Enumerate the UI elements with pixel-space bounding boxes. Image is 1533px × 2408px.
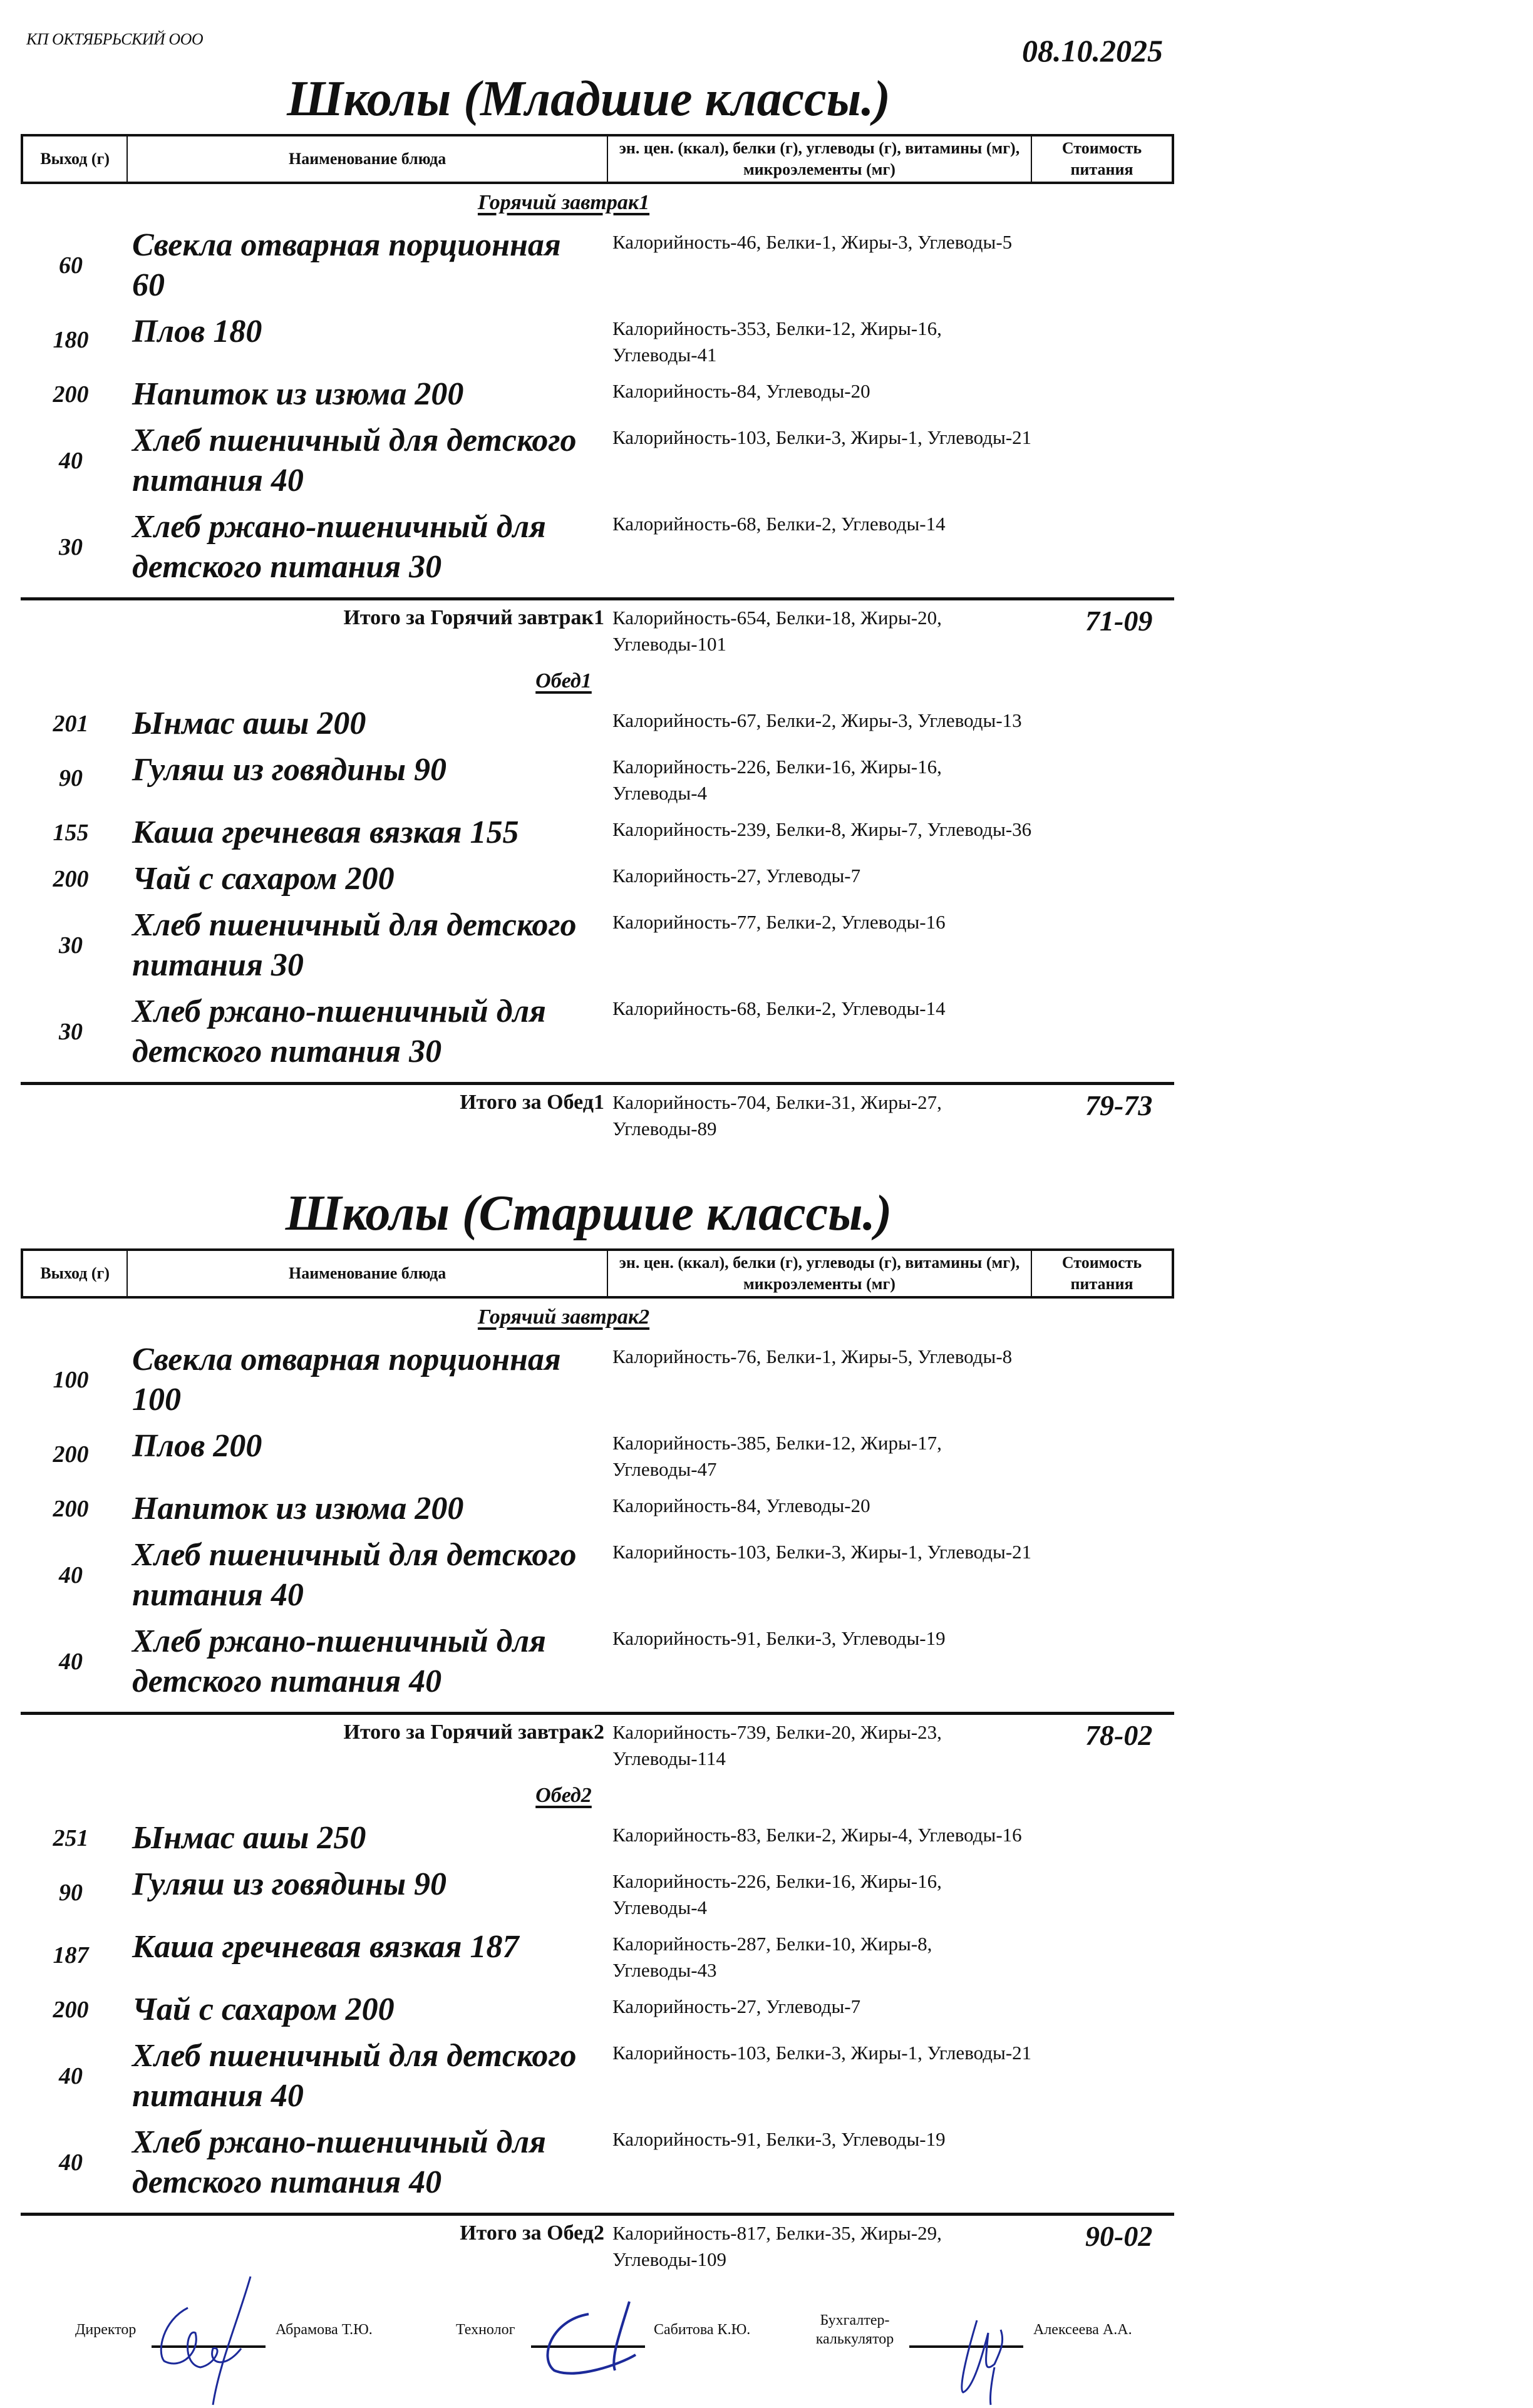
director-name: Абрамова Т.Ю. xyxy=(276,2322,373,2338)
document-date: 08.10.2025 xyxy=(1022,33,1163,68)
nutrition-cell: Калорийность-385, Белки-12, Жиры-17, Углеводы-47 xyxy=(612,1432,942,1480)
total-row xyxy=(21,2220,1174,2273)
nutrition-cell: Калорийность-27, Углеводы-7 xyxy=(612,1995,861,2017)
table-row xyxy=(21,1927,1174,1990)
yield-cell: 180 xyxy=(53,327,89,353)
nutrition-cell: Калорийность-91, Белки-3, Углеводы-19 xyxy=(612,1627,946,1649)
dish-name-cell: Хлеб пшеничный для детского питания 40 xyxy=(132,423,577,498)
total-row xyxy=(21,1719,1174,1772)
yield-cell: 200 xyxy=(53,381,89,408)
nutrition-cell: Калорийность-84, Углеводы-20 xyxy=(612,380,870,402)
nutrition-cell: Калорийность-226, Белки-16, Жиры-16, Углеводы-4 xyxy=(612,756,942,804)
dish-name-cell: Ынмас ашы 200 xyxy=(132,706,366,741)
yield-cell: 251 xyxy=(53,1825,89,1851)
table-row xyxy=(21,421,1174,507)
column-header-dish-name: Наименование блюда xyxy=(128,136,608,182)
table-row xyxy=(21,2036,1174,2122)
total-divider xyxy=(21,597,1174,600)
table-row xyxy=(21,1818,1174,1865)
meal-section-title xyxy=(0,667,1127,695)
dish-name-cell: Чай с сахаром 200 xyxy=(132,861,395,897)
dish-name-cell: Хлеб пшеничный для детского питания 40 xyxy=(132,2038,577,2114)
dish-name-cell: Ынмас ашы 250 xyxy=(132,1820,366,1856)
table-row xyxy=(21,704,1174,750)
total-label: Итого за Горячий завтрак2 xyxy=(343,1721,604,1744)
meal-section-label: Обед2 xyxy=(535,1784,592,1807)
nutrition-cell: Калорийность-103, Белки-3, Жиры-1, Углеводы-21 xyxy=(612,1541,1032,1563)
menu-title: Школы (Младшие классы.) xyxy=(287,71,890,126)
column-header-nutrition: эн. цен. (ккал), белки (г), углеводы (г), витамины (мг), микроэлементы (мг) xyxy=(608,136,1032,182)
yield-cell: 100 xyxy=(53,1367,89,1393)
column-header-dish-name: Наименование блюда xyxy=(128,1251,608,1296)
meal-section-label: Обед1 xyxy=(535,669,592,692)
table-row xyxy=(21,374,1174,421)
yield-cell: 30 xyxy=(59,1019,83,1045)
table-row xyxy=(21,1489,1174,1535)
technologist-role: Технолог xyxy=(456,2322,515,2338)
dish-name-cell: Плов 200 xyxy=(132,1428,262,1464)
table-row xyxy=(21,1340,1174,1426)
nutrition-cell: Калорийность-76, Белки-1, Жиры-5, Углеводы-8 xyxy=(612,1345,1013,1367)
dish-name-cell: Каша гречневая вязкая 155 xyxy=(132,815,519,850)
table-header xyxy=(21,134,1174,184)
dish-name-cell: Хлеб пшеничный для детского питания 30 xyxy=(132,907,577,983)
technologist-name: Сабитова К.Ю. xyxy=(654,2322,751,2338)
dish-name-cell: Хлеб ржано-пшеничный для детского питания 40 xyxy=(132,2124,546,2200)
column-header-yield: Выход (г) xyxy=(23,136,128,182)
handwritten-signatures xyxy=(0,2270,1533,2408)
total-divider xyxy=(21,2213,1174,2216)
column-header-cost: Стоимость питания xyxy=(1061,1253,1142,1293)
table-row xyxy=(21,1535,1174,1622)
yield-cell: 30 xyxy=(59,534,83,560)
yield-cell: 40 xyxy=(59,2063,83,2089)
table-row xyxy=(21,992,1174,1078)
nutrition-cell: Калорийность-103, Белки-3, Жиры-1, Углеводы-21 xyxy=(612,2042,1032,2064)
director-role: Директор xyxy=(75,2322,137,2338)
table-row xyxy=(21,312,1174,374)
total-row xyxy=(21,1089,1174,1142)
table-row xyxy=(21,507,1174,594)
nutrition-cell: Калорийность-67, Белки-2, Жиры-3, Углеводы-13 xyxy=(612,709,1022,731)
dish-name-cell: Гуляш из говядины 90 xyxy=(132,1866,447,1902)
meal-section-title xyxy=(0,1782,1127,1809)
table-row xyxy=(21,813,1174,859)
yield-cell: 200 xyxy=(53,1441,89,1468)
nutrition-cell: Калорийность-226, Белки-16, Жиры-16, Углеводы-4 xyxy=(612,1870,942,1918)
meal-section-title xyxy=(0,189,1127,217)
table-row xyxy=(21,1426,1174,1489)
nutrition-cell: Калорийность-287, Белки-10, Жиры-8, Углеводы-43 xyxy=(612,1933,932,1981)
total-label: Итого за Обед2 xyxy=(460,2221,604,2245)
meal-section-title xyxy=(0,1304,1127,1331)
total-label: Итого за Обед1 xyxy=(460,1091,604,1114)
accountant-name: Алексеева А.А. xyxy=(1033,2322,1132,2338)
nutrition-cell: Калорийность-83, Белки-2, Жиры-4, Углеводы-16 xyxy=(612,1824,1022,1846)
total-row xyxy=(21,605,1174,657)
yield-cell: 200 xyxy=(53,1496,89,1522)
table-row xyxy=(21,1990,1174,2036)
yield-cell: 201 xyxy=(53,711,89,737)
menu-title: Школы (Старшие классы.) xyxy=(285,1186,892,1241)
dish-name-cell: Плов 180 xyxy=(132,314,262,349)
nutrition-cell: Калорийность-353, Белки-12, Жиры-16, Углеводы-41 xyxy=(612,317,942,366)
total-cost: 71-09 xyxy=(1085,605,1153,637)
column-header-nutrition: эн. цен. (ккал), белки (г), углеводы (г), витамины (мг), микроэлементы (мг) xyxy=(608,1251,1032,1296)
organization-name: КП ОКТЯБРЬСКИЙ ООО xyxy=(26,30,204,48)
dish-name-cell: Хлеб пшеничный для детского питания 40 xyxy=(132,1537,577,1613)
nutrition-cell: Калорийность-27, Углеводы-7 xyxy=(612,865,861,887)
dish-name-cell: Свекла отварная порционная 100 xyxy=(132,1342,561,1418)
total-nutrition: Калорийность-817, Белки-35, Жиры-29, Углеводы-109 xyxy=(612,2222,942,2270)
total-nutrition: Калорийность-739, Белки-20, Жиры-23, Углеводы-114 xyxy=(612,1721,942,1769)
yield-cell: 40 xyxy=(59,1562,83,1588)
meal-section-label: Горячий завтрак1 xyxy=(477,191,650,214)
director-signature-mark xyxy=(161,2277,250,2405)
total-nutrition: Калорийность-654, Белки-18, Жиры-20, Углеводы-101 xyxy=(612,607,942,655)
total-cost: 78-02 xyxy=(1085,1719,1153,1751)
dish-name-cell: Хлеб ржано-пшеничный для детского питания 30 xyxy=(132,509,546,585)
dish-name-cell: Хлеб ржано-пшеничный для детского питания 40 xyxy=(132,1623,546,1699)
total-cost: 90-02 xyxy=(1085,2220,1153,2252)
table-row xyxy=(21,750,1174,813)
dish-name-cell: Хлеб ржано-пшеничный для детского питания 30 xyxy=(132,994,546,1069)
nutrition-cell: Калорийность-68, Белки-2, Углеводы-14 xyxy=(612,513,946,535)
nutrition-cell: Калорийность-77, Белки-2, Углеводы-16 xyxy=(612,911,946,933)
yield-cell: 155 xyxy=(53,820,89,846)
dish-name-cell: Напиток из изюма 200 xyxy=(132,376,464,412)
table-row xyxy=(21,1622,1174,1708)
table-row xyxy=(21,1865,1174,1927)
yield-cell: 40 xyxy=(59,2149,83,2176)
total-cost: 79-73 xyxy=(1085,1089,1153,1121)
nutrition-cell: Калорийность-91, Белки-3, Углеводы-19 xyxy=(612,2128,946,2150)
table-row xyxy=(21,905,1174,992)
accountant-signature-mark xyxy=(962,2320,1003,2405)
dish-name-cell: Напиток из изюма 200 xyxy=(132,1491,464,1526)
dish-name-cell: Каша гречневая вязкая 187 xyxy=(132,1929,519,1965)
nutrition-cell: Калорийность-84, Углеводы-20 xyxy=(612,1495,870,1516)
yield-cell: 200 xyxy=(53,1997,89,2023)
accountant-role: Бухгалтер-калькулятор xyxy=(815,2312,894,2347)
yield-cell: 90 xyxy=(59,1880,83,1906)
yield-cell: 90 xyxy=(59,765,83,791)
yield-cell: 40 xyxy=(59,1649,83,1675)
column-header-cost: Стоимость питания xyxy=(1061,139,1142,178)
yield-cell: 40 xyxy=(59,448,83,474)
table-header xyxy=(21,1248,1174,1299)
nutrition-cell: Калорийность-103, Белки-3, Жиры-1, Углеводы-21 xyxy=(612,426,1032,448)
dish-name-cell: Гуляш из говядины 90 xyxy=(132,752,447,788)
table-row xyxy=(21,225,1174,312)
yield-cell: 60 xyxy=(59,252,83,279)
yield-cell: 187 xyxy=(53,1942,89,1968)
table-row xyxy=(21,859,1174,905)
nutrition-cell: Калорийность-68, Белки-2, Углеводы-14 xyxy=(612,997,946,1019)
total-divider xyxy=(21,1082,1174,1085)
meal-section-label: Горячий завтрак2 xyxy=(477,1305,650,1329)
nutrition-cell: Калорийность-46, Белки-1, Жиры-3, Углеводы-5 xyxy=(612,231,1013,253)
nutrition-cell: Калорийность-239, Белки-8, Жиры-7, Углеводы-36 xyxy=(612,818,1032,840)
dish-name-cell: Свекла отварная порционная 60 xyxy=(132,227,561,303)
dish-name-cell: Чай с сахаром 200 xyxy=(132,1992,395,2027)
table-row xyxy=(21,2122,1174,2209)
yield-cell: 30 xyxy=(59,932,83,959)
total-label: Итого за Горячий завтрак1 xyxy=(343,606,604,629)
column-header-yield: Выход (г) xyxy=(23,1251,128,1296)
total-divider xyxy=(21,1712,1174,1715)
total-nutrition: Калорийность-704, Белки-31, Жиры-27, Углеводы-89 xyxy=(612,1091,942,1140)
yield-cell: 200 xyxy=(53,866,89,892)
technologist-signature-mark xyxy=(547,2302,636,2374)
